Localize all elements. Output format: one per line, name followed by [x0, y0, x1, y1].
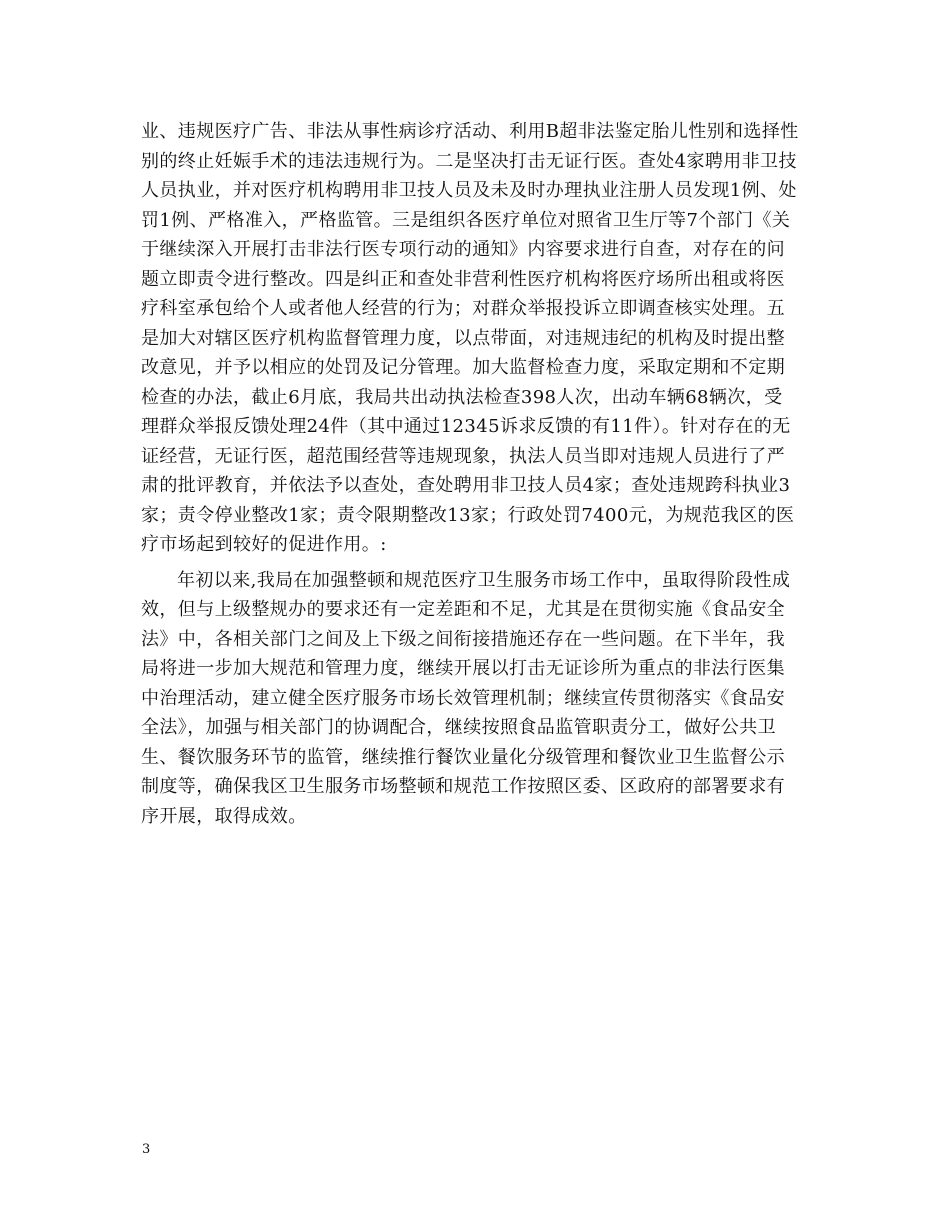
text-line: 家；责令停业整改1家；责令限期整改13家；行政处罚7400元，为规范我区的医 — [141, 504, 795, 526]
text-line: 人员执业，并对医疗机构聘用非卫技人员及未及时办理执业注册人员发现1例、处 — [141, 180, 797, 201]
text-line: 理群众举报反馈处理24件（其中通过12345诉求反馈的有11件）。针对存在的无 — [141, 416, 791, 437]
page-number: 3 — [142, 1142, 151, 1157]
text-line: 别的终止妊娠手术的违法违规行为。二是坚决打击无证行医。查处4家聘用非卫技 — [141, 150, 797, 172]
paragraph-1 — [141, 117, 813, 560]
text-line: 题立即责令进行整改。四是纠正和查处非营利性医疗机构将医疗场所出租或将医 — [141, 268, 785, 290]
text-line: 证经营，无证行医，超范围经营等违规现象，执法人员当即对违规人员进行了严 — [141, 445, 785, 467]
text-line: 中治理活动，建立健全医疗服务市场长效管理机制；继续宣传贯彻落实《食品安 — [141, 687, 785, 709]
text-line: 改意见，并予以相应的处罚及记分管理。加大监督检查力度，采取定期和不定期 — [141, 357, 785, 378]
text-line: 罚1例、严格准入，严格监管。三是组织各医疗单位对照省卫生厅等7个部门《关 — [141, 209, 791, 231]
text-line: 疗科室承包给个人或者他人经营的行为；对群众举报投诉立即调查核实处理。五 — [141, 298, 785, 319]
text-line: 序开展，取得成效。 — [141, 805, 307, 827]
text-line: 疗市场起到较好的促进作用。: — [141, 534, 387, 555]
body-text — [141, 117, 813, 831]
text-line: 全法》，加强与相关部门的协调配合，继续按照食品监管职责分工，做好公共卫 — [141, 717, 776, 738]
text-line: 于继续深入开展打击非法行医专项行动的通知》内容要求进行自查，对存在的问 — [141, 239, 785, 260]
text-line: 肃的批评教育，并依法予以查处，查处聘用非卫技人员4家；查处违规跨科执业3 — [141, 475, 791, 496]
paragraph-2 — [141, 566, 813, 832]
text-line: 法》中，各相关部门之间及上下级之间衔接措施还存在一些问题。在下半年，我 — [141, 628, 785, 650]
text-line: 局将进一步加大规范和管理力度，继续开展以打击无证诊所为重点的非法行医集 — [141, 658, 785, 679]
text-line: 效，但与上级整规办的要求还有一定差距和不足，尤其是在贯彻实施《食品安全 — [141, 599, 785, 620]
text-line: 制度等，确保我区卫生服务市场整顿和规范工作按照区委、区政府的部署要求有 — [141, 776, 785, 797]
text-line: 业、违规医疗广告、非法从事性病诊疗活动、利用B超非法鉴定胎儿性别和选择性 — [141, 121, 799, 142]
text-line: 检查的办法，截止6月底，我局共出动执法检查398人次，出动车辆68辆次，受 — [141, 386, 783, 408]
text-line: 是加大对辖区医疗机构监督管理力度，以点带面，对违规违纪的机构及时提出整 — [141, 327, 785, 349]
text-line: 生、餐饮服务环节的监管，继续推行餐饮业量化分级管理和餐饮业卫生监督公示 — [141, 746, 785, 768]
text-line: 年初以来,我局在加强整顿和规范医疗卫生服务市场工作中，虽取得阶段性成 — [177, 569, 791, 591]
